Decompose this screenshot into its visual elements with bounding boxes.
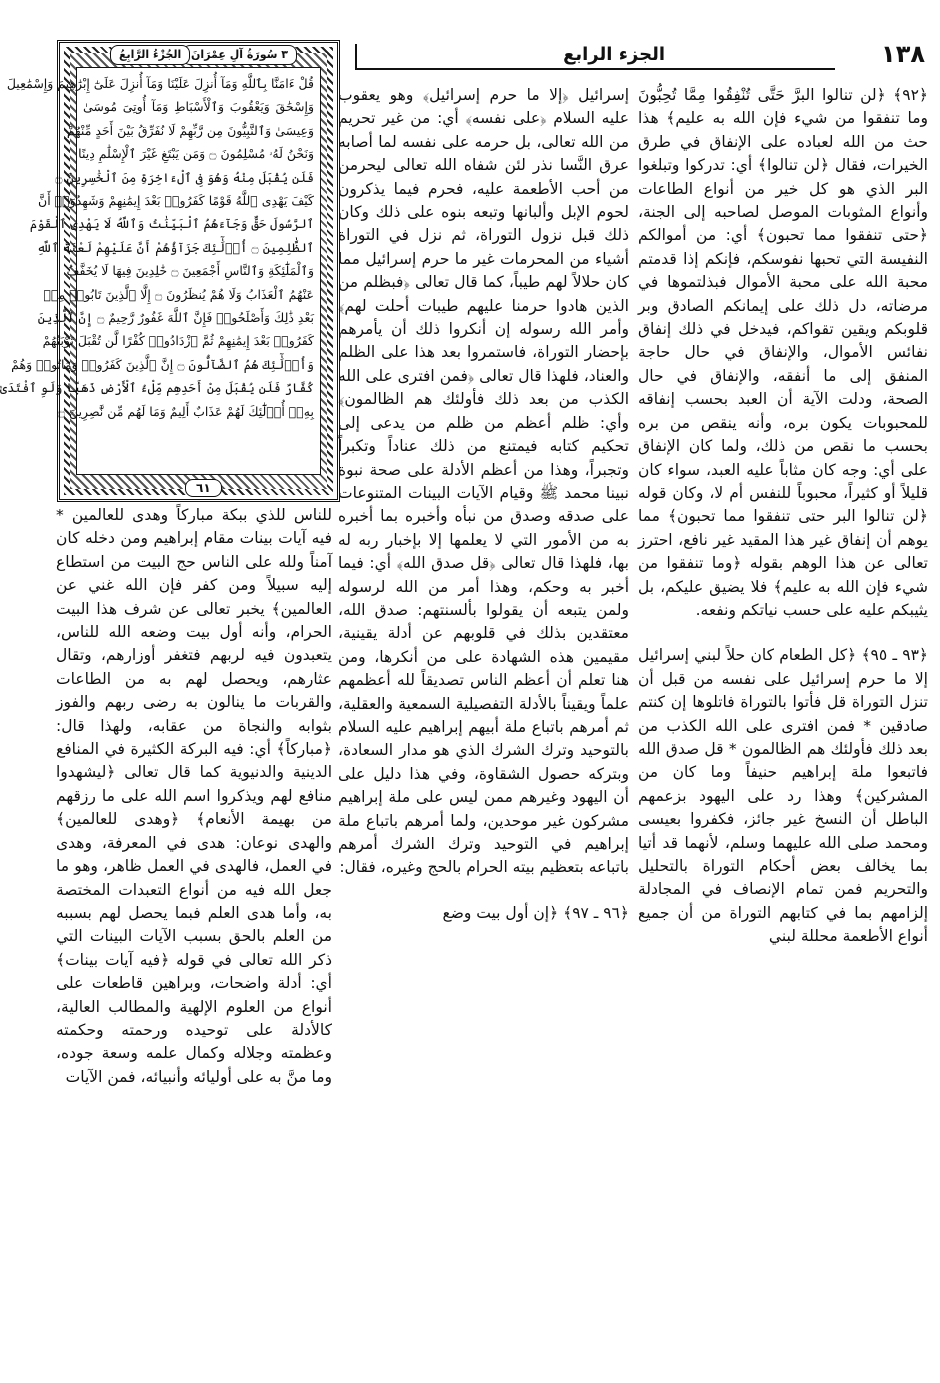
verse-text-area: [0, 67, 321, 475]
tafsir-paragraph: ﴿٩٢﴾ ﴿لن تنالوا البرَّ حَتَّى تُنْفِقُوا مِمَّا تُحِبُّونَ وما تنفقوا من شيء فإن الله به عليم﴾ هذا حث من الله لعباده على الإنفاق في طرق الخيرات، فقال ﴿لن تنالوا﴾ أي: تدركوا وتبلغوا البر الذي هو كل خير من أنواع الطاعات وأنواع المثوبات الموصل لصاحبه إلى الجنة، ﴿حتى تنفقوا مما تحبون﴾ أي: من أموالكم النفيسة التي تحبها نفوسكم، فإنكم إذا قدمتم محبة الله على محبة الأموال فبذلتموها في مرضاته، دل ذلك على إيمانكم الصادق وبر قلوبكم ويقين تقواكم، فيدخل في ذلك إنفاق نفائس الأموال، والإنفاق في حال حاجة المنفق إلى ما أنفقه، والإنفاق في حال الصحة، ودلت الآية أن العبد بحسب إنفاقه للمحبوبات يكون بره، وأنه ينقص من بره بحسب ما نقص من ذلك، ولما كان الإنفاق على أي: وجه كان مثاباً عليه العبد، سواء كان قليلاً أو كثيراً، محبوباً للنفس أم لا، وكان قوله ﴿لن تنالوا البر حتى تنفقوا مما تحبون﴾ مما يوهم أن إنفاق غير هذا المقيد غير نافع، احترز تعالى عن هذا الوهم بقوله ﴿وما تنفقوا من شيء فإن الله به عليم﴾ فلا يضيق عليكم، بل يثيبكم عليه على حسب نياتكم ونفعه.: [638, 86, 928, 619]
tafsir-paragraph: للناس للذي ببكة مباركاً وهدى للعالمين * فيه آيات بينات مقام إبراهيم ومن دخله كان آمناً ولله على الناس حج البيت من استطاع إليه سبيلاً ومن كفر فإن الله غني عن العالمين﴾ يخبر تعالى عن شرف هذا البيت الحرام، وأنه أول بيت وضعه الله للناس، يتعبدون فيه لربهم فتغفر أوزارهم، وتقال عثارهم، ويحصل لهم به من الطاعات والقربات ما ينالون به رضى ربهم والفوز بثوابه والنجاة من عقابه، ولهذا قال: ﴿مباركاً﴾ أي: فيه البركة الكثيرة في المنافع الدينية والدنيوية كما قال تعالى ﴿ليشهدوا منافع لهم ويذكروا اسم الله على ما رزقهم من بهيمة الأنعام﴾ ﴿وهدى للعالمين﴾ والهدى نوعان: هدى في المعرفة، وهدى في العمل، فالهدى في العمل ظاهر، وهو ما جعل الله فيه من أنواع التعبدات المختصة به، وأما هدى العلم فبما يحصل لهم بسببه من العلم بالحق بسبب الآيات البينات التي ذكر الله تعالى في قوله ﴿فيه آيات بينات﴾ أي: أدلة واضحات، وبراهين قاطعات على أنواع من العلوم الإلهية والمطالب العالية، كالأدلة على توحيده ورحمته وحكمته وعظمته وجلاله وكمال علمه وسعة جوده، وما منَّ به على أوليائه وأنبيائه، فمن الآيات: [56, 506, 332, 1086]
mushaf-page-number: ٦١: [185, 479, 222, 497]
quran-verse-box: [0, 40, 340, 502]
verse-line: فَلَن يُقْبَلَ مِنْهُ وَهُوَ فِى ٱلْءَاخِرَةِ مِنَ ٱلْخَٰسِرِينَ ۝: [55, 169, 314, 185]
verse-line: وَعِيسَىٰ وَٱلنَّبِيُّونَ مِن رَّبِّهِمْ لَا نُفَرِّقُ بَيْنَ أَحَدٍ مِّنْهُمْ: [66, 122, 314, 138]
page-header: [355, 42, 925, 72]
verse-line: كُفَّارٌ فَلَن يُقْبَلَ مِنْ أَحَدِهِم مِّلْءُ ٱلْأَرْضِ ذَهَبًا وَلَوِ ٱفْتَدَىٰ: [0, 380, 314, 396]
verse-line: قُلْ ءَامَنَّا بِٱللَّهِ وَمَآ أُنزِلَ عَلَيْنَا وَمَآ أُنزِلَ عَلَىٰٓ إِبْرَٰهِيمَ وَإِسْمَٰعِيلَ: [6, 76, 314, 91]
verse-line: وَإِسْحَٰقَ وَيَعْقُوبَ وَٱلْأَسْبَاطِ وَمَآ أُوتِىَ مُوسَىٰ: [83, 99, 314, 115]
verse-line: ٱلرَّسُولَ حَقٌّ وَجَآءَهُمُ ٱلْبَيِّنَٰتُ وَٱللَّهُ لَا يَهْدِى ٱلْقَوْمَ: [29, 216, 314, 232]
verse-line: بِهِۦٓ أُو۟لَٰٓئِكَ لَهُمْ عَذَابٌ أَلِيمٌ وَمَا لَهُم مِّن نَّٰصِرِينَ ۝: [57, 403, 314, 419]
verse-line: كَيْفَ يَهْدِى ٱللَّهُ قَوْمًا كَفَرُوا۟ بَعْدَ إِيمَٰنِهِمْ وَشَهِدُوٓا۟ أَنَّ: [38, 193, 314, 209]
verse-line: بَعْدِ ذَٰلِكَ وَأَصْلَحُوا۟ فَإِنَّ ٱللَّهَ غَفُورٌ رَّحِيمٌ ۝ إِنَّ ٱلَّذِينَ: [37, 310, 314, 326]
verse-line: عَنْهُمُ ٱلْعَذَابُ وَلَا هُمْ يُنظَرُونَ ۝ إِلَّا ٱلَّذِينَ تَابُوا۟ مِنۢ: [43, 286, 314, 302]
tafsir-paragraph: إسرائيل ﴿إلا ما حرم إسرائيل﴾ وهو يعقوب عليه السلام ﴿على نفسه﴾ أي: من غير تحريم من الله تعالى، بل حرمه على نفسه لما أصابه عرق النَّسا نذر لئن شفاه الله تعالى ليحرمن من أحب الأطعمة عليه، فحرم فيما يذكرون لحوم الإبل وألبانها وتبعه بنوه على ذلك وكان ذلك قبل نزول التوراة، ثم نزل في التوراة أشياء من المحرمات غير ما حرم إسرائيل مما كان حلالاً لهم طيباً، كما قال تعالى ﴿فبظلم من الذين هادوا حرمنا عليهم طيبات أحلت لهم﴾ وأمر الله رسوله إن أنكروا ذلك أن يأمرهم بإحضار التوراة، فاستمروا بعد هذا على الظلم والعناد، فلهذا قال تعالى ﴿فمن افترى على الله الكذب من بعد ذلك فأولئك هم الظالمون﴾ وأي: ظلم أعظم من ظلم من يدعى إلى تحكيم كتابه فيمتنع من ذلك عناداً وتكبراً وتجبراً، وهذا من أعظم الأدلة على صحة نبوة نبينا محمد ﷺ وقيام الآيات البينات المتنوعات على صدقه وصدق من نبأه وأخبره بما أخبره به من الأمور التي لا يعلمها إلا بإخبار ربه له بها، فلهذا قال تعالى ﴿قل صدق الله﴾ أي: فيما أخبر به وحكم، وهذا أمر من الله لرسوله ولمن يتبعه أن يقولوا بألسنتهم: صدق الله، معتقدين بذلك في قلوبهم عن أدلة يقينية، مقيمين هذه الشهادة على من أنكرها، ومن هنا تعلم أن أعظم الناس تصديقاً لله أعظمهم علماً ويقيناً بالأدلة التفصيلية السمعية والعقلية، ثم أمرهم باتباع ملة أبيهم إبراهيم عليه السلام بالتوحيد وترك الشرك الذي هو مدار السعادة، وبتركه حصول الشقاوة، وفي هذا دليل على أن اليهود وغيرهم ممن ليس على ملة إبراهيم مشركون غير موحدين، ولما أمرهم باتباع ملة إبراهيم في التوحيد وترك الشرك أمرهم باتباعه بتعظيم بيته الحرام بالحج وغيره، فقال:: [338, 86, 629, 877]
juz-box-label: الجُزْءُ الرَّابِعُ: [110, 45, 190, 65]
verse-line: وَٱلْمَلَٰٓئِكَةِ وَٱلنَّاسِ أَجْمَعِينَ ۝ خَٰلِدِينَ فِيهَا لَا يُخَفَّفُ: [66, 263, 314, 279]
column-right: [638, 84, 928, 949]
verse-line: وَأُو۟لَٰٓئِكَ هُمُ ٱلضَّآلُّونَ ۝ إِنَّ ٱلَّذِينَ كَفَرُوا۟ وَمَاتُوا۟ وَهُمْ: [11, 356, 314, 372]
surah-label: ٣ سُورَةُ آلِ عِمْرَانَ: [182, 45, 297, 65]
verse-line: كَفَرُوا۟ بَعْدَ إِيمَٰنِهِمْ ثُمَّ ٱزْدَادُوا۟ كُفْرًا لَّن تُقْبَلَ تَوْبَتُهُمْ: [42, 333, 314, 349]
tafsir-paragraph: ﴿٩٣ ـ ٩٥﴾ ﴿كل الطعام كان حلاً لبني إسرائيل إلا ما حرم إسرائيل على نفسه من قبل أن تنزل التوراة قل فأتوا بالتوراة فاتلوها إن كنتم صادقين * فمن افترى على الله الكذب من بعد ذلك فأولئك هم الظالمون * قل صدق الله فاتبعوا ملة إبراهيم حنيفاً وما كان من المشركين﴾ وهذا رد على اليهود بزعمهم الباطل أن النسخ غير جائز، فكفروا بعيسى ومحمد صلى الله عليهما وسلم، لأنهما قد أتيا بما يخالف بعض أحكام التوراة بالتحليل والتحريم فمن تمام الإنصاف في المجادلة إلزامهم بما في كتابهم التوراة من أن جميع أنواع الأطعمة محللة لبني: [638, 646, 929, 946]
header-rule: [355, 68, 835, 70]
juz-label: الجزء الرابع: [563, 44, 665, 65]
column-middle: [338, 84, 629, 925]
verse-line: ٱلظَّٰلِمِينَ ۝ أُو۟لَٰٓئِكَ جَزَآؤُهُمْ أَنَّ عَلَيْهِمْ لَعْنَةَ ٱللَّهِ: [36, 239, 314, 255]
column-left: [56, 504, 332, 1089]
page-number: ١٣٨: [881, 40, 925, 68]
tafsir-paragraph: ﴿٩٦ ـ ٩٧﴾ ﴿إن أول بيت وضع: [442, 903, 629, 922]
verse-line: وَنَحْنُ لَهُۥ مُسْلِمُونَ ۝ وَمَن يَبْتَغِ غَيْرَ ٱلْإِسْلَٰمِ دِينًا: [78, 146, 314, 162]
